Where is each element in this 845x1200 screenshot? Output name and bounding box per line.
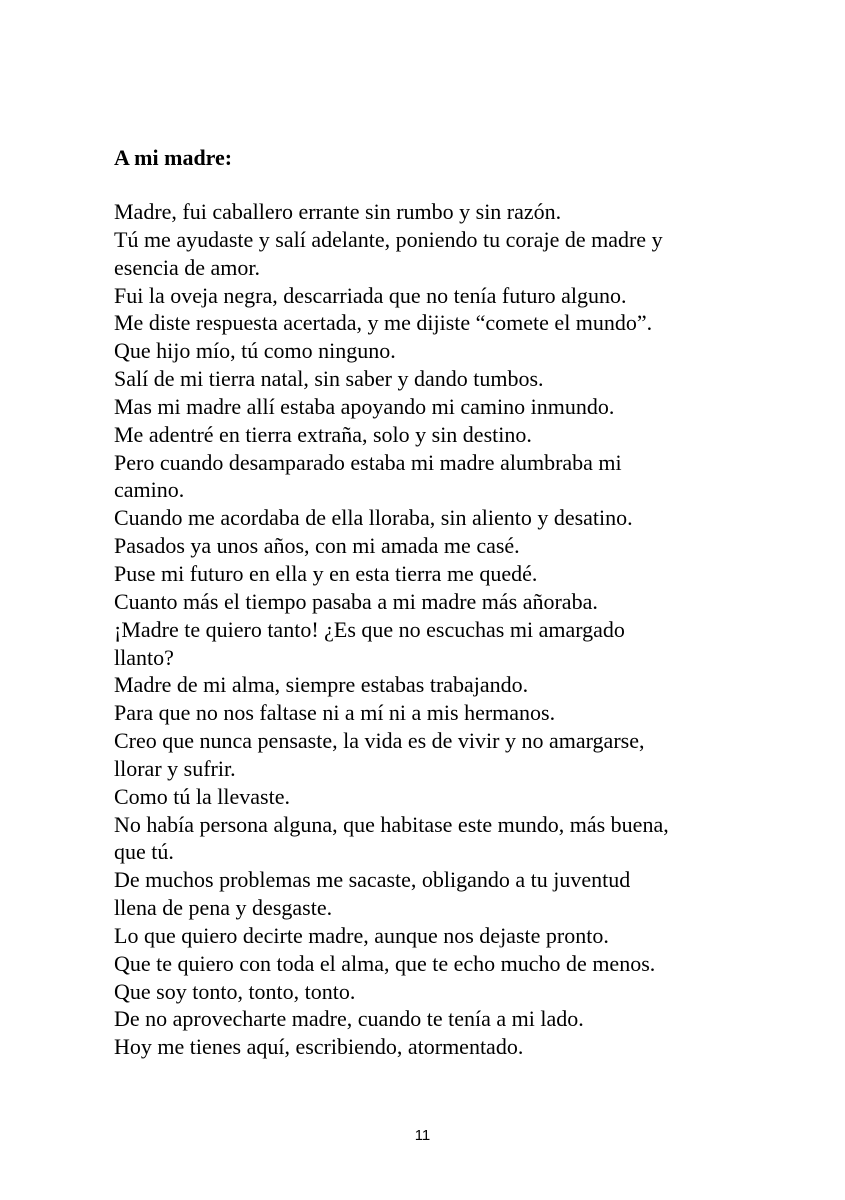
poem-line: Cuanto más el tiempo pasaba a mi madre más añoraba. <box>114 588 598 614</box>
poem-line: camino. <box>114 477 185 503</box>
poem-line: Hoy me tienes aquí, escribiendo, atormentado. <box>114 1034 524 1060</box>
poem-line: De muchos problemas me sacaste, obligando a tu juventud <box>114 867 631 893</box>
poem-line: De no aprovecharte madre, cuando te tenía a mi lado. <box>114 1006 584 1032</box>
poem-line: llorar y sufrir. <box>114 755 236 781</box>
poem-line: Cuando me acordaba de ella lloraba, sin aliento y desatino. <box>114 505 633 531</box>
poem-line: ¡Madre te quiero tanto! ¿Es que no escuchas mi amargado <box>114 616 625 642</box>
poem-line: Madre de mi alma, siempre estabas trabajando. <box>114 672 529 698</box>
poem-line: Para que no nos faltase ni a mí ni a mis hermanos. <box>114 700 556 726</box>
poem-line: Que te quiero con toda el alma, que te echo mucho de menos. <box>114 950 656 976</box>
poem-line: Salí de mi tierra natal, sin saber y dando tumbos. <box>114 366 544 392</box>
poem-line: Puse mi futuro en ella y en esta tierra me quedé. <box>114 560 538 586</box>
page-number: 11 <box>414 1127 431 1144</box>
poem-line: llanto? <box>114 644 174 670</box>
poem-line: Lo que quiero decirte madre, aunque nos dejaste pronto. <box>114 922 609 948</box>
poem-title: A mi madre: <box>114 145 233 170</box>
poem-line: Como tú la llevaste. <box>114 783 290 809</box>
poem-line: Fui la oveja negra, descarriada que no tenía futuro alguno. <box>114 282 627 308</box>
poem-line: que tú. <box>114 839 174 865</box>
poem-line: Me diste respuesta acertada, y me dijiste “comete el mundo”. <box>114 310 653 336</box>
poem-line: Creo que nunca pensaste, la vida es de vivir y no amargarse, <box>114 728 645 754</box>
poem-line: esencia de amor. <box>114 254 260 280</box>
poem-line: Pasados ya unos años, con mi amada me casé. <box>114 533 520 559</box>
poem-line: Pero cuando desamparado estaba mi madre alumbraba mi <box>114 449 622 475</box>
poem-line: Me adentré en tierra extraña, solo y sin destino. <box>114 421 532 447</box>
poem-line: No había persona alguna, que habitase este mundo, más buena, <box>114 811 669 837</box>
poem-body <box>114 198 734 1061</box>
poem-line: Tú me ayudaste y salí adelante, poniendo tu coraje de madre y <box>114 226 663 252</box>
poem-line: Madre, fui caballero errante sin rumbo y sin razón. <box>114 199 562 224</box>
poem-line: Que hijo mío, tú como ninguno. <box>114 338 396 364</box>
poem-line: Que soy tonto, tonto, tonto. <box>114 978 356 1004</box>
poem-line: llena de pena y desgaste. <box>114 895 333 921</box>
poem-line: Mas mi madre allí estaba apoyando mi camino inmundo. <box>114 393 615 419</box>
